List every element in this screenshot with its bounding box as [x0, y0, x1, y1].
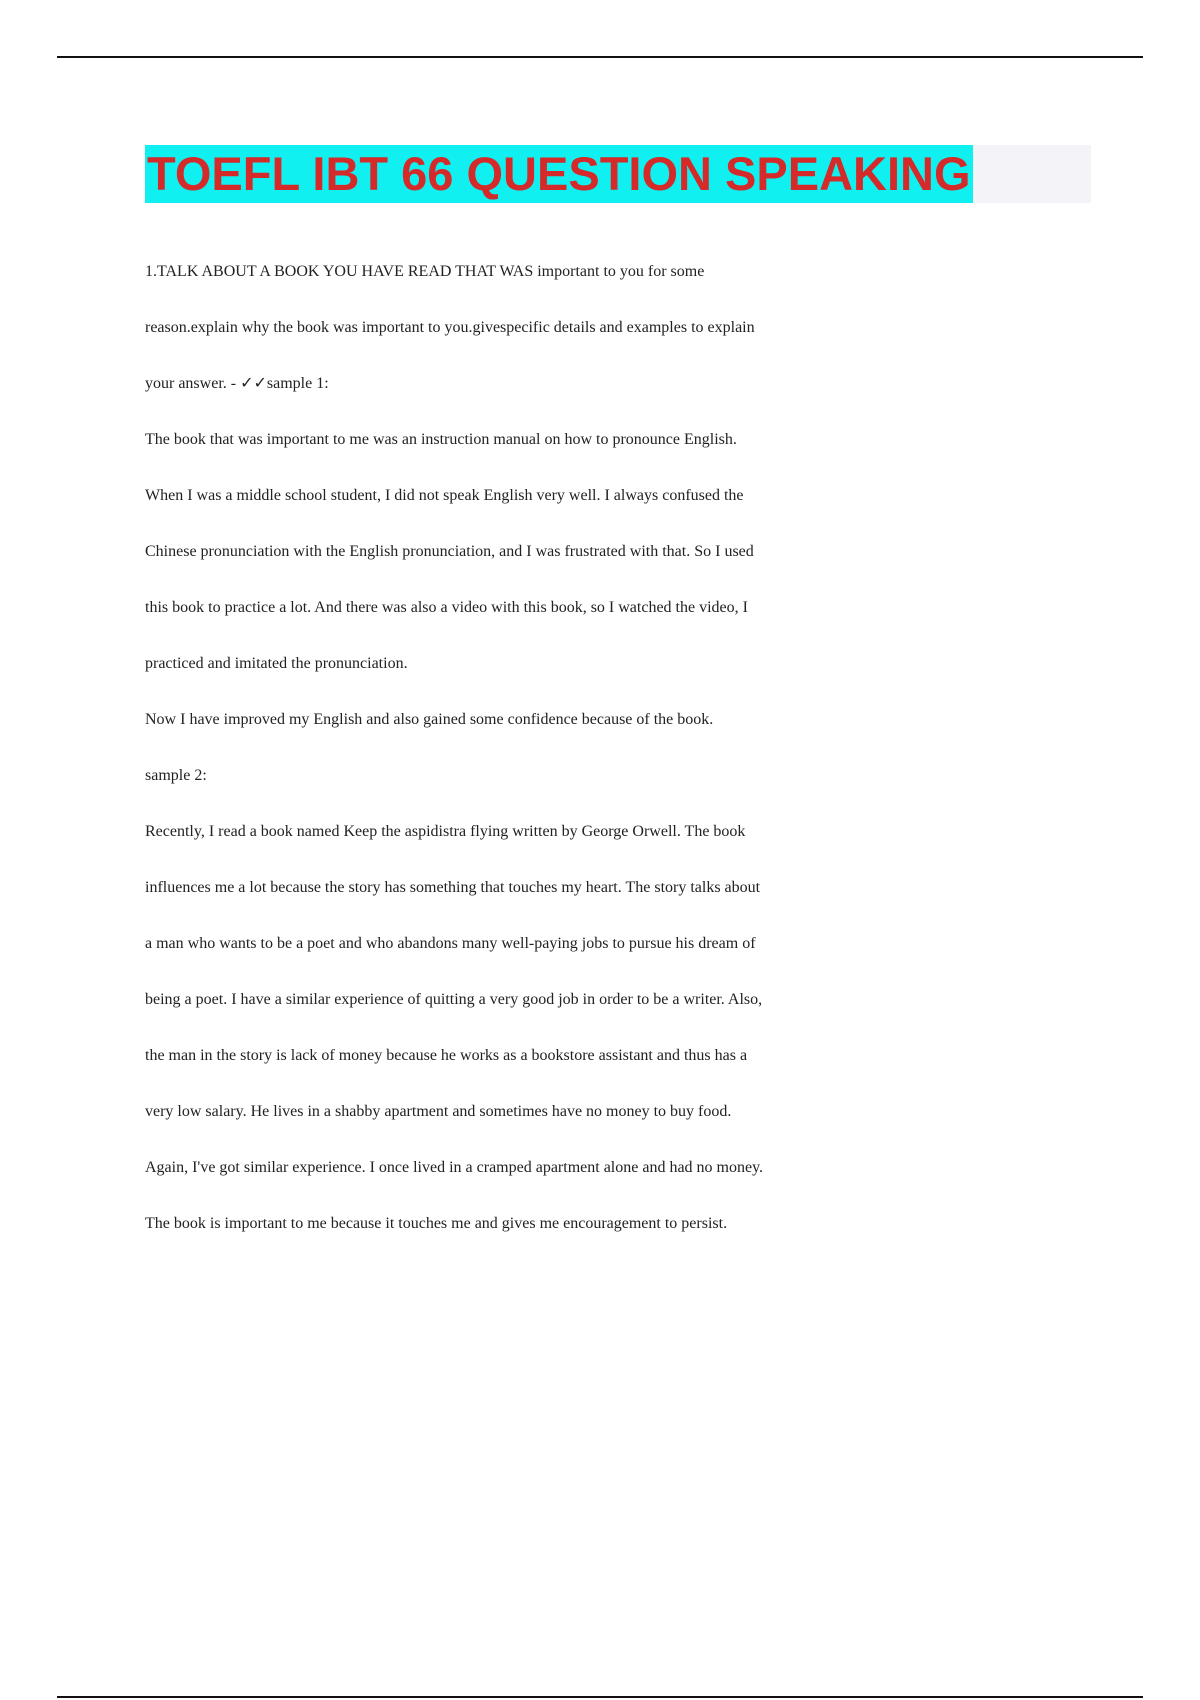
- page-title: TOEFL IBT 66 QUESTION SPEAKING: [145, 145, 973, 203]
- bottom-rule: [57, 1696, 1143, 1698]
- sample2-line-5: the man in the story is lack of money because he works as a bookstore assistant and thus has a: [145, 1047, 748, 1064]
- sample1-line-6: Now I have improved my English and also gained some confidence because of the book.: [145, 711, 714, 728]
- sample1-line-5: practiced and imitated the pronunciation.: [145, 655, 408, 672]
- sample1-line-2: When I was a middle school student, I did not speak English very well. I always confused the: [145, 487, 744, 504]
- sample2-line-4: being a poet. I have a similar experience of quitting a very good job in order to be a writer. Also,: [145, 991, 763, 1008]
- sample2-line-6: very low salary. He lives in a shabby apartment and sometimes have no money to buy food.: [145, 1103, 732, 1120]
- sample2-line-1: Recently, I read a book named Keep the aspidistra flying written by George Orwell. The book: [145, 823, 746, 840]
- sample2-line-3: a man who wants to be a poet and who abandons many well-paying jobs to pursue his dream of: [145, 935, 756, 952]
- question-line-2: reason.explain why the book was important to you.givespecific details and examples to explain: [145, 319, 755, 336]
- top-rule: [57, 56, 1143, 58]
- sample2-line-2: influences me a lot because the story has something that touches my heart. The story talks about: [145, 879, 761, 896]
- sample2-heading: sample 2:: [145, 767, 207, 784]
- sample1-line-1: The book that was important to me was an instruction manual on how to pronounce English.: [145, 431, 737, 448]
- question-line-3: your answer. - ✓✓sample 1:: [145, 375, 329, 392]
- sample1-line-3: Chinese pronunciation with the English pronunciation, and I was frustrated with that. So I used: [145, 543, 754, 560]
- sample2-line-8: The book is important to me because it touches me and gives me encouragement to persist.: [145, 1215, 728, 1232]
- question-line-1: 1.TALK ABOUT A BOOK YOU HAVE READ THAT WAS important to you for some: [145, 263, 705, 280]
- sample1-line-4: this book to practice a lot. And there was also a video with this book, so I watched the video, I: [145, 599, 748, 616]
- sample2-line-7: Again, I've got similar experience. I once lived in a cramped apartment alone and had no money.: [145, 1159, 764, 1176]
- document-body: [145, 244, 1105, 1252]
